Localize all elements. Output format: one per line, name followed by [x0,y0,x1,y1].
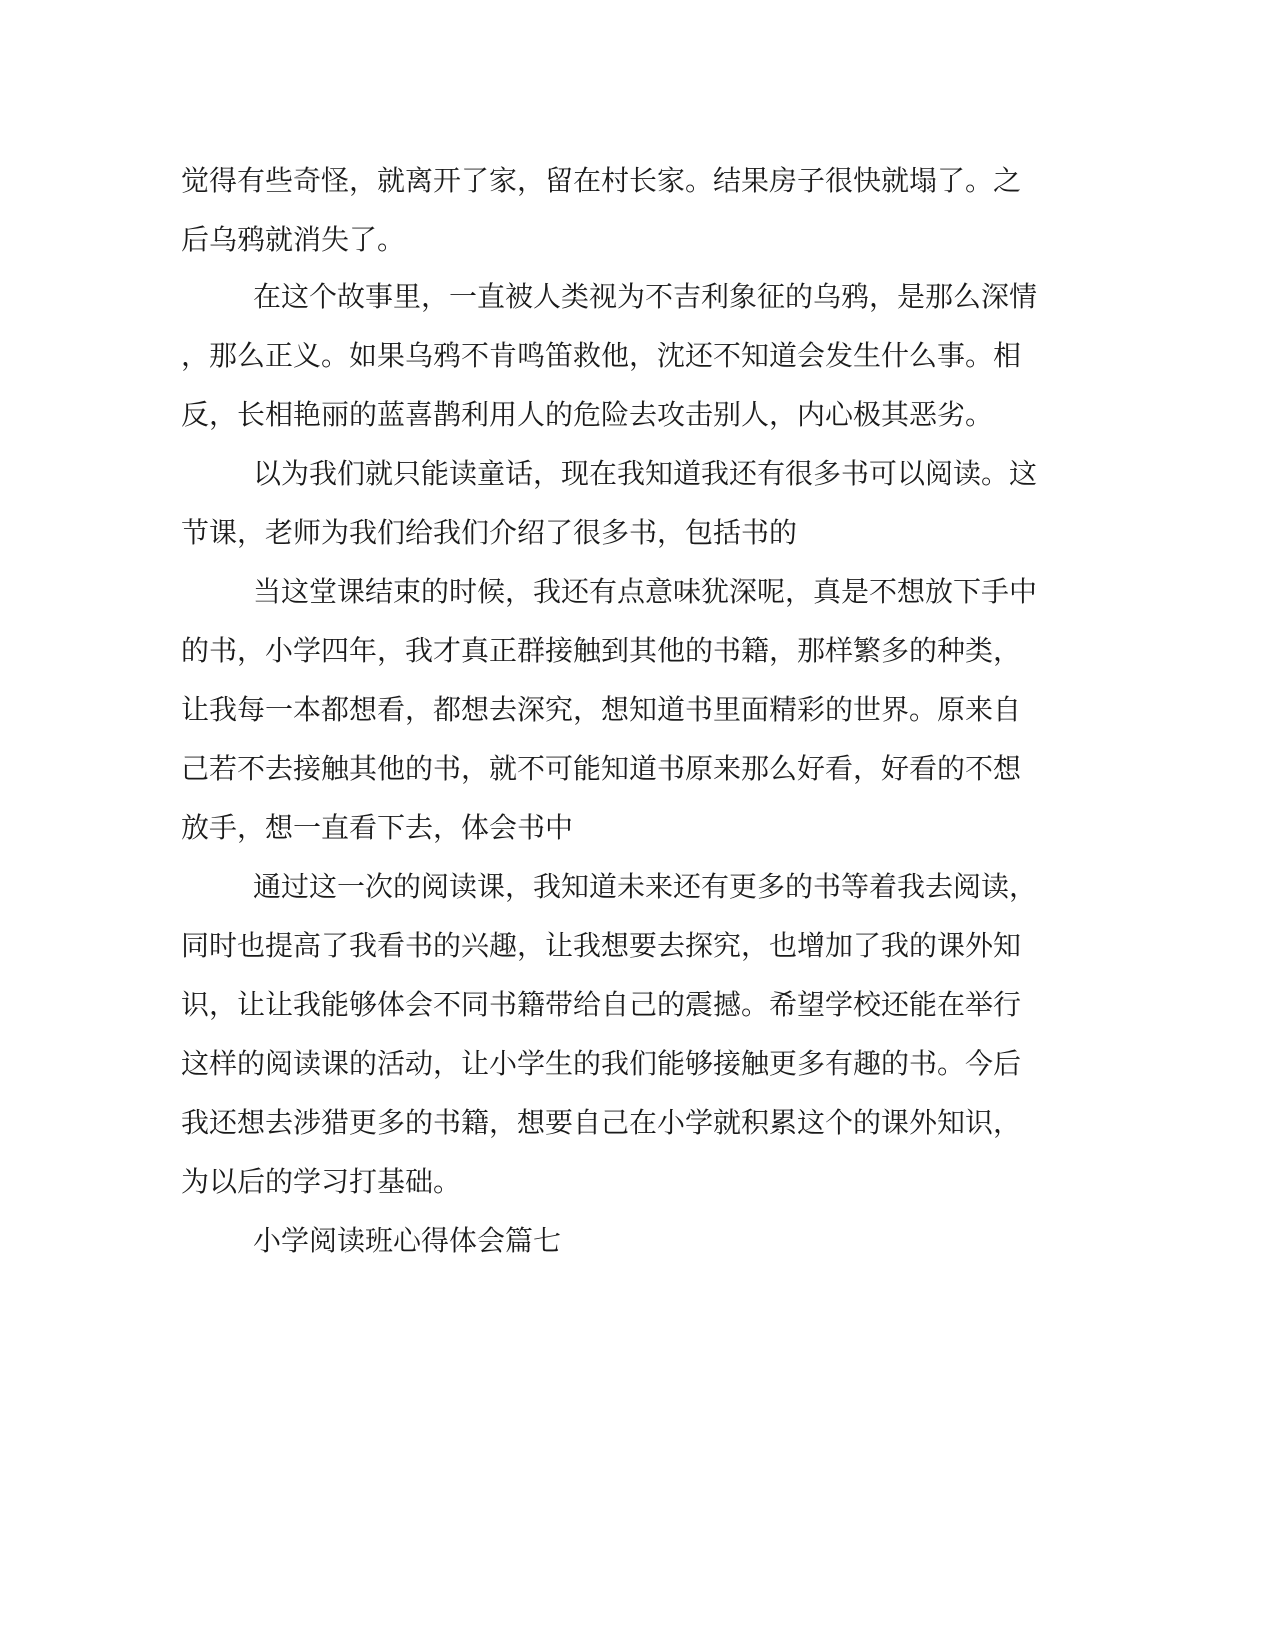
text-line: 节课，老师为我们给我们介绍了很多书，包括书的 [181,516,798,549]
paragraph-start-line: 当这堂课结束的时候，我还有点意味犹深呢，真是不想放下手中 [253,575,1038,608]
text-line: 为以后的学习打基础。 [181,1165,462,1198]
text-line: 的书，小学四年，我才真正群接触到其他的书籍，那样繁多的种类， [181,634,1022,667]
paragraph-start-line: 通过这一次的阅读课，我知道未来还有更多的书等着我去阅读， [253,870,1038,903]
text-line: 识，让让我能够体会不同书籍带给自己的震撼。希望学校还能在举行 [181,988,1022,1021]
text-line: 让我每一本都想看，都想去深究，想知道书里面精彩的世界。原来自 [181,693,1022,726]
text-line: 放手，想一直看下去，体会书中 [181,811,574,844]
text-line: ，那么正义。如果乌鸦不肯鸣笛救他，沈还不知道会发生什么事。相 [181,339,1022,372]
section-heading: 小学阅读班心得体会篇七 [253,1224,562,1257]
paragraph-start-line: 以为我们就只能读童话，现在我知道我还有很多书可以阅读。这 [253,457,1038,490]
paragraph-start-line: 在这个故事里，一直被人类视为不吉利象征的乌鸦，是那么深情 [253,280,1038,313]
text-line: 我还想去涉猎更多的书籍，想要自己在小学就积累这个的课外知识， [181,1106,1022,1139]
text-line: 同时也提高了我看书的兴趣，让我想要去探究，也增加了我的课外知 [181,929,1022,962]
text-line: 己若不去接触其他的书，就不可能知道书原来那么好看，好看的不想 [181,752,1022,785]
text-line: 这样的阅读课的活动，让小学生的我们能够接触更多有趣的书。今后 [181,1047,1022,1080]
text-line: 反，长相艳丽的蓝喜鹊利用人的危险去攻击别人，内心极其恶劣。 [181,398,994,431]
text-line: 后乌鸦就消失了。 [181,223,406,256]
text-line: 觉得有些奇怪，就离开了家，留在村长家。结果房子很快就塌了。之 [181,164,1022,197]
